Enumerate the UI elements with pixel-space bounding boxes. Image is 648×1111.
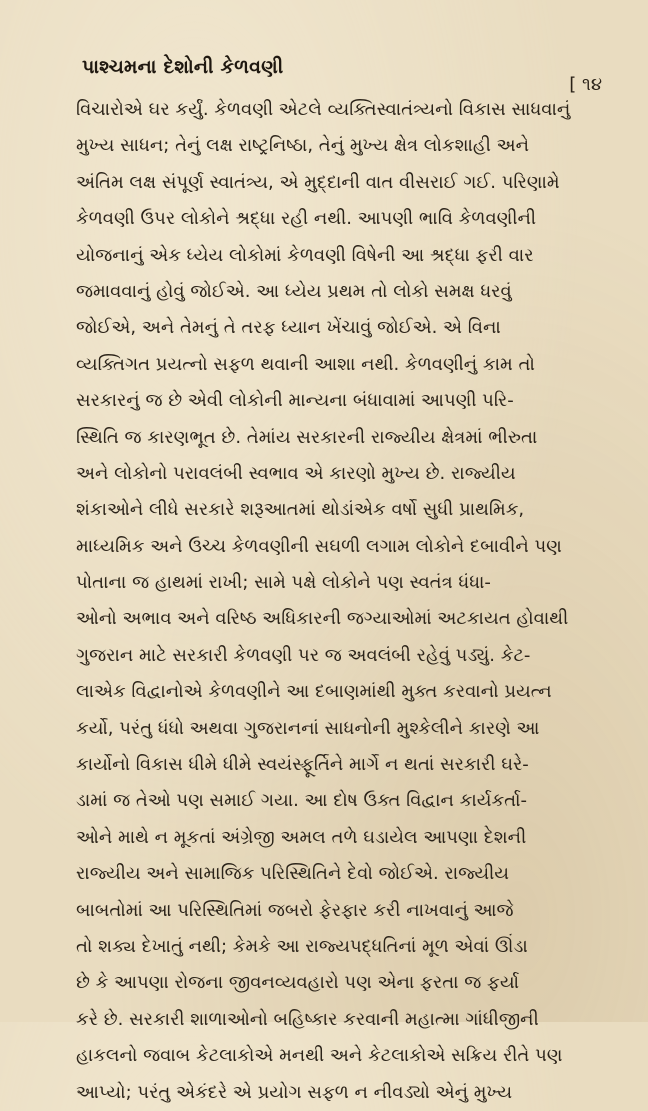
text-line: હાકલનો જવાબ કેટલાકોએ મનથી અને કેટલાકોએ સક્રિય રીતે પણ	[76, 1045, 563, 1067]
text-line: કાર્યોનો વિકાસ ધીમે ધીમે સ્વયંસ્ફૂર્તિને માર્ગે ન થતાં સરકારી ઘરે-	[76, 754, 529, 776]
text-line: છે કે આપણા રોજના જીવનવ્યવહારો પણ એના ફરતા જ ફર્યા	[76, 972, 520, 994]
running-title: પાશ્ચમના દેશોની કેળવણી	[82, 56, 284, 78]
text-line: સરકારનું જ છે એવી લોકોની માન્યના બંધાવામાં આપણી પરિ-	[76, 390, 514, 412]
text-line: શંકાઓને લીધે સરકારે શરૂઆતમાં થોડાંએક વર્ષો સુધી પ્રાથમિક,	[76, 499, 525, 521]
text-line: બાબતોમાં આ પરિસ્થિતિમાં જબરો ફેરફાર કરી નાખવાનું આજે	[76, 899, 514, 921]
text-line: યોજનાનું એક ધ્યેય લોકોમાં કેળવણી વિષેની આ શ્રદ્ધા ફરી વાર	[76, 244, 534, 266]
text-line: ઓનો અભાવ અને વરિષ્ઠ અધિકારની જગ્યાઓમાં અટકાયત હોવાથી	[76, 608, 569, 630]
text-line: લાએક વિદ્વાનોએ કેળવણીને આ દબાણમાંથી મુક્ત કરવાનો પ્રયત્ન	[76, 681, 552, 703]
body-text	[76, 92, 602, 1111]
text-line: કર્યો, પરંતુ ધંધો અથવા ગુજરાનનાં સાધનોની મુશ્કેલીને કારણે આ	[76, 717, 540, 739]
text-line: ડામાં જ તેઓ પણ સમાઈ ગયા. આ દોષ ઉક્ત વિદ્વાન કાર્યકર્તા-	[76, 790, 528, 812]
text-line: માધ્યમિક અને ઉચ્ચ કેળવણીની સઘળી લગામ લોકોને દબાવીને પણ	[76, 535, 562, 557]
text-line: વિચારોએ ઘર કર્યું. કેળવણી એટલે વ્યક્તિસ્વાતંત્ર્યનો વિકાસ સાધવાનું	[76, 99, 571, 120]
text-line: સ્થિતિ જ કારણભૂત છે. તેમાંય સરકારની રાજ્યીય ક્ષેત્રમાં ભીરુતા	[76, 426, 538, 448]
text-line: કેળવણી ઉપર લોકોને શ્રદ્ધા રહી નથી. આપણી ભાવિ કેળવણીની	[76, 208, 537, 230]
running-head	[76, 52, 602, 95]
text-line: અને લોકોનો પરાવલંબી સ્વભાવ એ કારણો મુખ્ય છે. રાજ્યીય	[76, 462, 516, 484]
text-line: જમાવવાનું હોવું જોઈએ. આ ધ્યેય પ્રથમ તો લોકો સમક્ષ ધરવું	[76, 280, 512, 302]
text-line: તો શક્ય દેખાતું નથી; કેમકે આ રાજ્યપદ્ધતિનાં મૂળ એવાં ઊંડા	[76, 935, 528, 957]
text-line: જોઈએ, અને તેમનું તે તરફ ધ્યાન ખેંચાવું જોઈએ. એ વિના	[76, 317, 501, 339]
text-line: રાજ્યીય અને સામાજિક પરિસ્થિતિને દેવો જોઈએ. રાજ્યીય	[76, 863, 510, 885]
text-line: આપ્યો; પરંતુ એકંદરે એ પ્રયોગ સફળ ન નીવડ્યો એનું મુખ્ય	[76, 1081, 513, 1103]
page-number: [ ૧૪	[569, 74, 602, 95]
text-line: વ્યક્તિગત પ્રયત્નો સફળ થવાની આશા નથી. કેળવણીનું કામ તો	[76, 353, 535, 375]
text-line: મુખ્ય સાધન; તેનું લક્ષ રાષ્ટ્રનિષ્ઠા, તેનું મુખ્ય ક્ષેત્ર લોકશાહી અને	[76, 135, 529, 157]
text-line: અંતિમ લક્ષ સંપૂર્ણ સ્વાતંત્ર્ય, એ મુદ્દાની વાત વીસરાઈ ગઈ. પરિણામે	[76, 171, 560, 193]
text-line: કરે છે. સરકારી શાળાઓનો બહિષ્કાર કરવાની મહાત્મા ગાંધીજીની	[76, 1008, 539, 1030]
text-line: ઓને માથે ન મૂકતાં અંગ્રેજી અમલ તળે ઘડાયેલ આપણા દેશની	[76, 826, 527, 848]
text-line: ગુજરાન માટે સરકારી કેળવણી પર જ અવલંબી રહેવું પડ્યું. કેટ-	[76, 644, 531, 666]
text-line: પોતાના જ હાથમાં રાખી; સામે પક્ષે લોકોને પણ સ્વતંત્ર ધંધા-	[76, 572, 491, 594]
